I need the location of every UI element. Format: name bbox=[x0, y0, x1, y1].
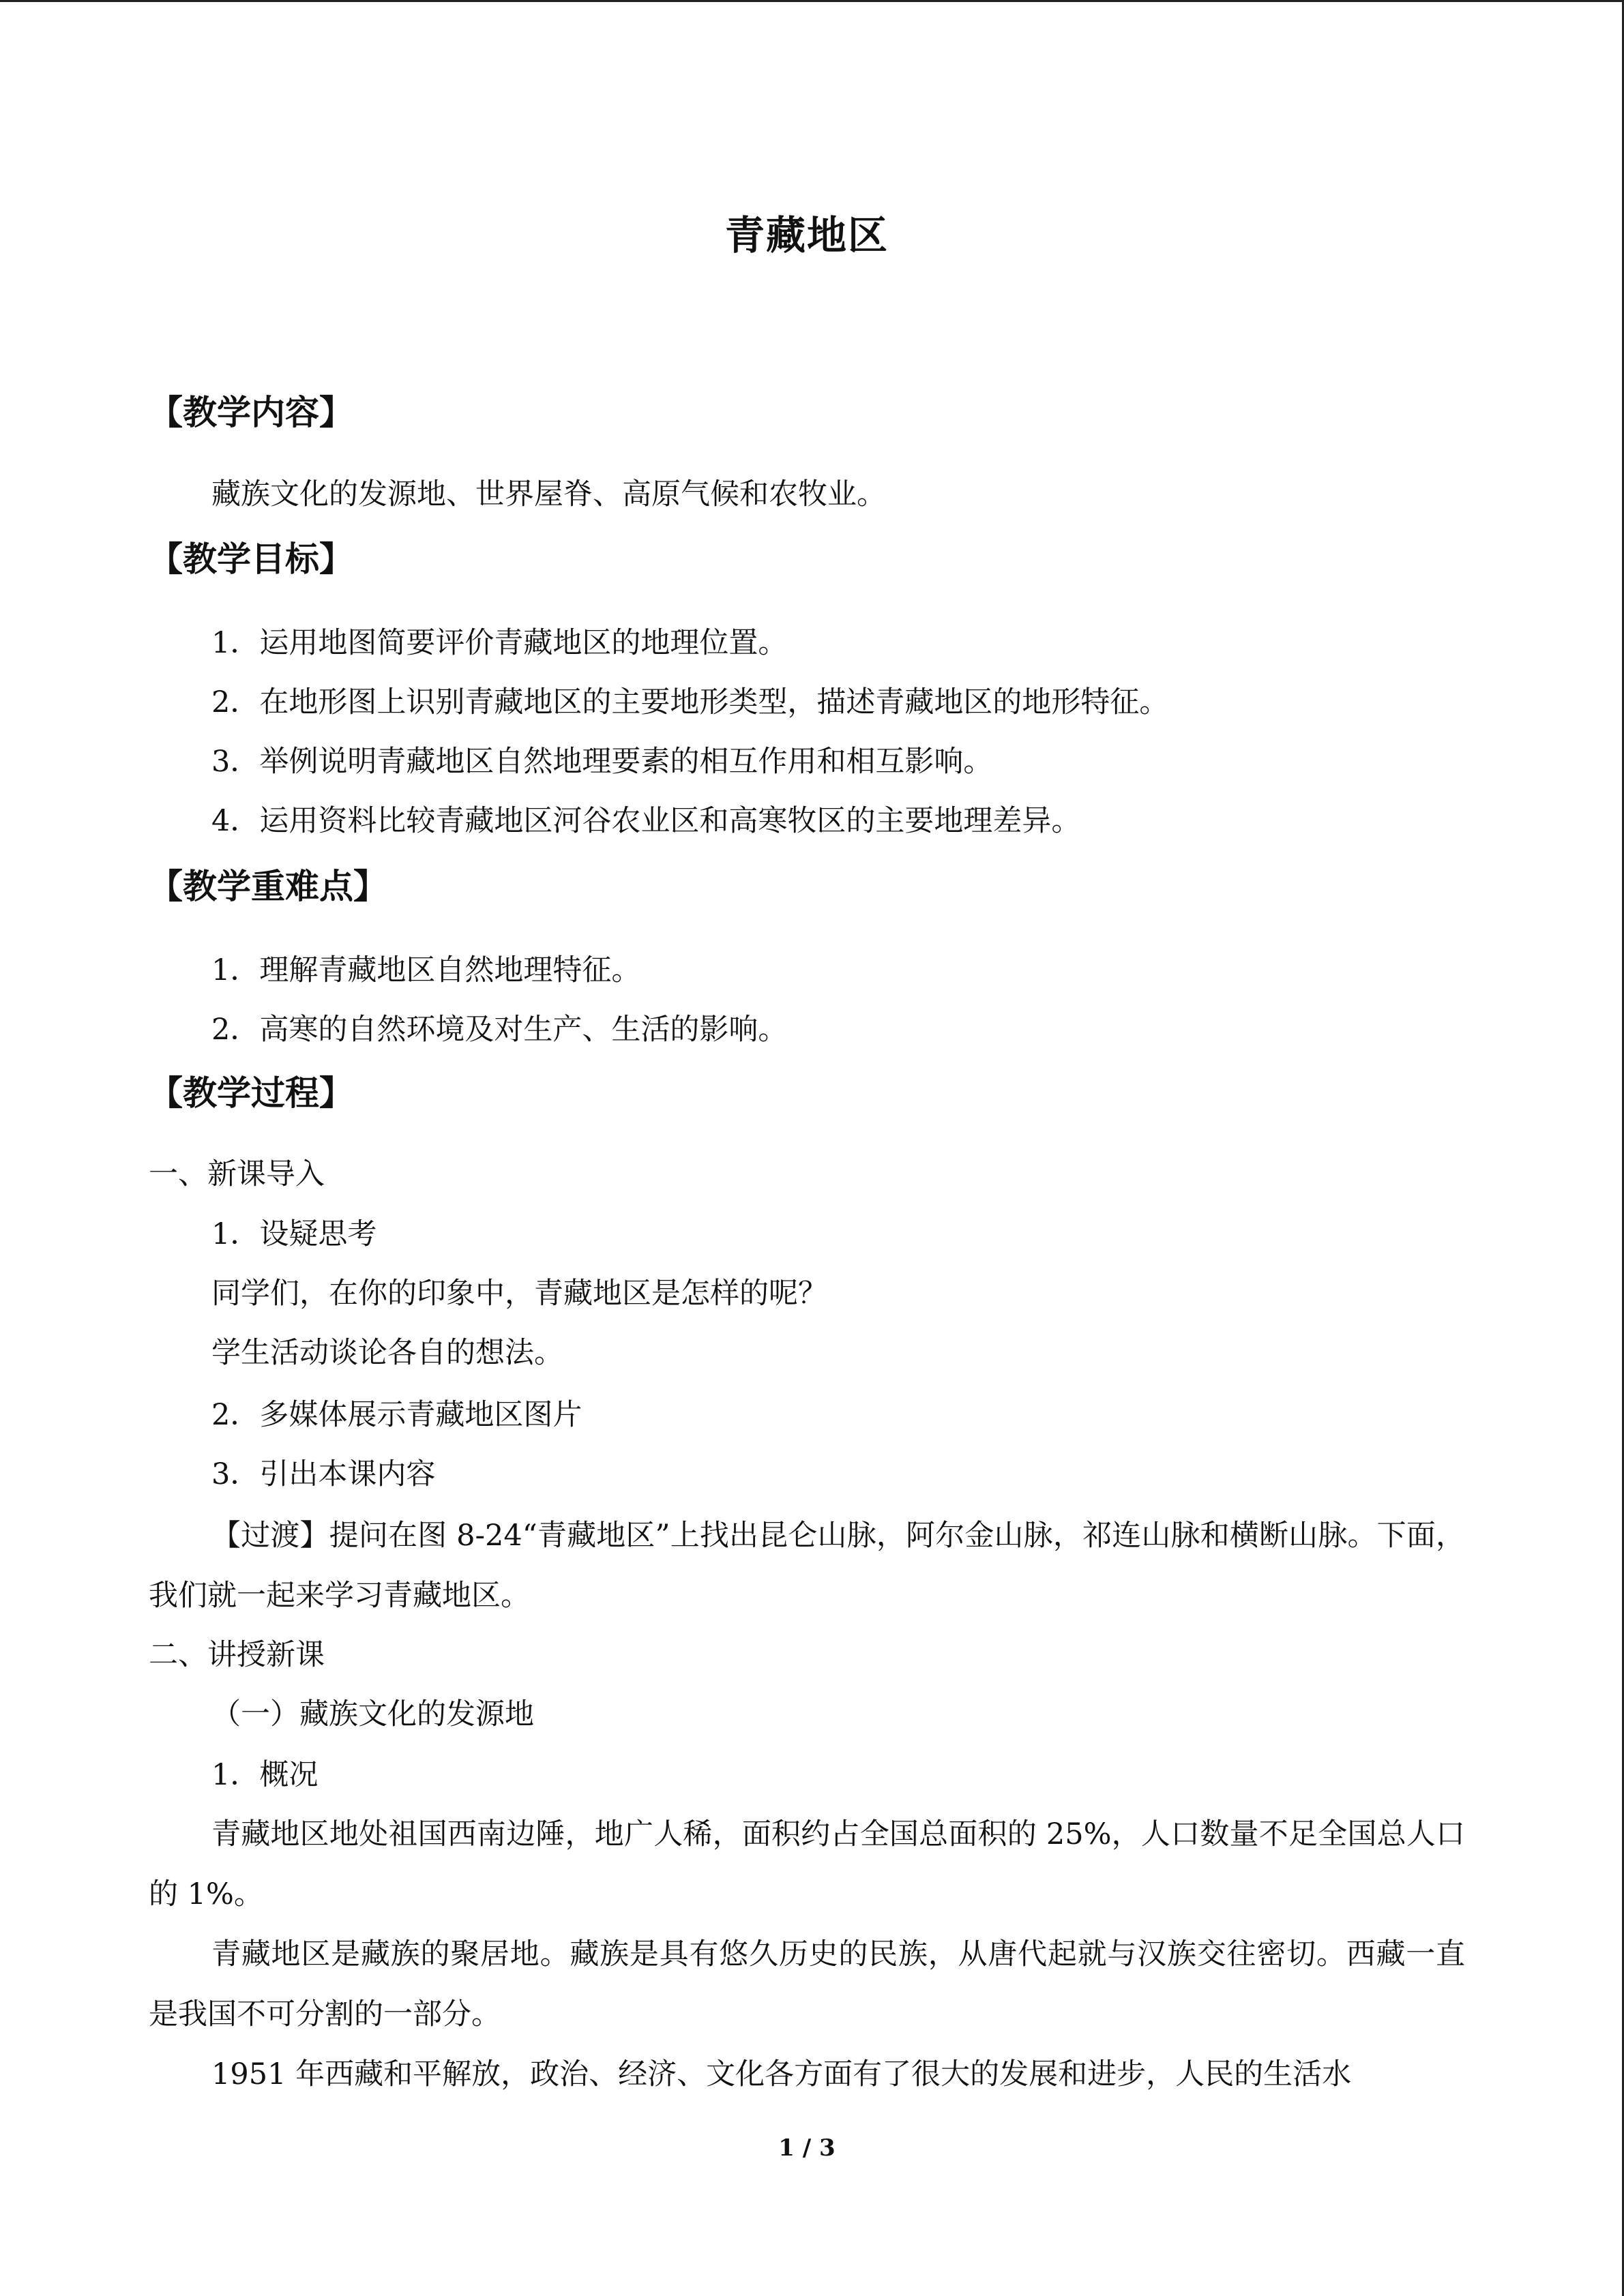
heading-teaching-goals: 【教学目标】 bbox=[149, 539, 353, 579]
teaching-content-text: 藏族文化的发源地、世界屋脊、高原气候和农牧业。 bbox=[211, 477, 886, 511]
key-point-item-2: 2．高寒的自然环境及对生产、生活的影响。 bbox=[211, 1013, 788, 1047]
goal-item-1: 1．运用地图简要评价青藏地区的地理位置。 bbox=[211, 626, 788, 660]
process-part1-sub1: 1．设疑思考 bbox=[211, 1217, 377, 1251]
process-part1-sub2: 2．多媒体展示青藏地区图片 bbox=[211, 1398, 582, 1432]
heading-key-points: 【教学重难点】 bbox=[149, 866, 387, 906]
goal-item-2: 2．在地形图上识别青藏地区的主要地形类型，描述青藏地区的地形特征。 bbox=[211, 685, 1169, 719]
process-part1-title: 一、新课导入 bbox=[149, 1157, 325, 1191]
process-part1-sub3: 3．引出本课内容 bbox=[211, 1457, 436, 1491]
key-point-item-1: 1．理解青藏地区自然地理特征。 bbox=[211, 953, 641, 987]
process-part2-subheading: （一）藏族文化的发源地 bbox=[211, 1697, 534, 1731]
process-part2-title: 二、讲授新课 bbox=[149, 1638, 325, 1672]
page-number: 1 / 3 bbox=[778, 2134, 836, 2162]
process-part2-sub-item: 1．概况 bbox=[211, 1758, 319, 1792]
process-part2-paragraph-1: 青藏地区地处祖国西南边陲，地广人稀，面积约占全国总面积的 25%，人口数量不足全国总人口的 1%。 bbox=[149, 1817, 1465, 1911]
heading-teaching-content: 【教学内容】 bbox=[149, 392, 353, 432]
process-part2-paragraph-3: 1951 年西藏和平解放，政治、经济、文化各方面有了很大的发展和进步，人民的生活水 bbox=[211, 2057, 1352, 2091]
process-part1-transition: 【过渡】提问在图 8-24“青藏地区”上找出昆仑山脉，阿尔金山脉，祁连山脉和横断山脉。下面，我们就一起来学习青藏地区。 bbox=[149, 1519, 1465, 1613]
process-part1-answer: 学生活动谈论各自的想法。 bbox=[211, 1336, 563, 1370]
process-part2-paragraph-2: 青藏地区是藏族的聚居地。藏族是具有悠久历史的民族，从唐代起就与汉族交往密切。西藏一直是我国不可分割的一部分。 bbox=[149, 1937, 1465, 2031]
heading-teaching-process: 【教学过程】 bbox=[149, 1073, 353, 1113]
document-title: 青藏地区 bbox=[724, 212, 889, 258]
process-part1-question: 同学们，在你的印象中，青藏地区是怎样的呢？ bbox=[211, 1277, 827, 1311]
page-top-border bbox=[0, 0, 1624, 2]
goal-item-4: 4．运用资料比较青藏地区河谷农业区和高寒牧区的主要地理差异。 bbox=[211, 804, 1081, 838]
goal-item-3: 3．举例说明青藏地区自然地理要素的相互作用和相互影响。 bbox=[211, 745, 993, 779]
